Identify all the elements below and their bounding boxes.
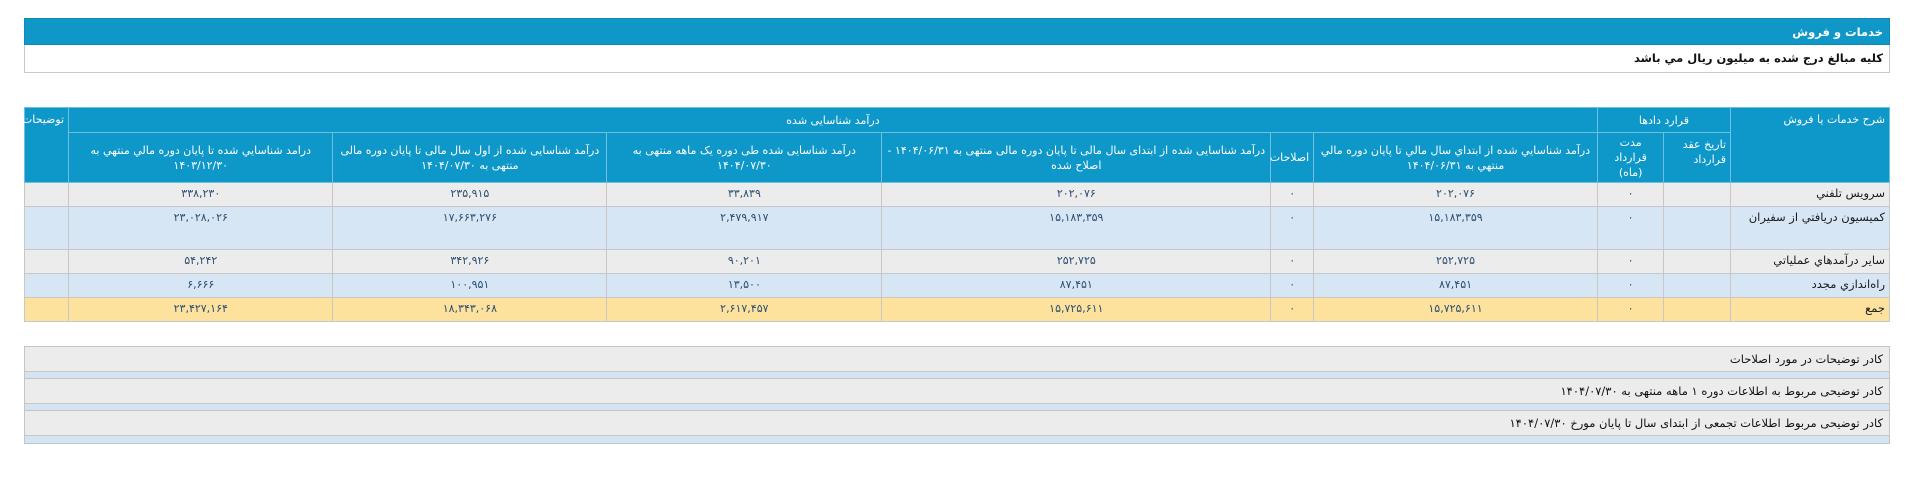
header-contract-date: تاريخ عقد قرارداد — [1664, 133, 1731, 183]
contract-date — [1664, 250, 1731, 274]
rev-prev-year: ۲۳,۰۲۸,۰۲۶ — [69, 207, 333, 250]
header-rev-month-0730: درآمد شناسایی شده طی دوره یک ماهه منتهی به ۱۴۰۴/۰۷/۳۰ — [607, 133, 882, 183]
contract-date — [1664, 207, 1731, 250]
contract-duration: ۰ — [1597, 250, 1664, 274]
total-rev-to-0631: ۱۵,۷۲۵,۶۱۱ — [1314, 298, 1598, 322]
corrections: ۰ — [1271, 274, 1314, 298]
service-name: سرويس تلفني — [1731, 183, 1890, 207]
box-label: کادر توضيحات در مورد اصلاحات — [24, 346, 1890, 372]
rev-ytd-0730: ۱۰۰,۹۵۱ — [333, 274, 607, 298]
rev-to-0631: ۲۰۲,۰۷۶ — [1314, 183, 1598, 207]
service-name: کميسيون دريافتي از سفيران — [1731, 207, 1890, 250]
rev-to-0631: ۸۷,۴۵۱ — [1314, 274, 1598, 298]
service-name: راه‌اندازي مجدد — [1731, 274, 1890, 298]
corrections: ۰ — [1271, 183, 1314, 207]
services-sales-table — [21, 107, 1890, 322]
panel-title: خدمات و فروش — [24, 18, 1890, 45]
table-row — [25, 250, 1890, 274]
total-notes — [25, 298, 69, 322]
total-rev-ytd-0730: ۱۸,۳۴۳,۰۶۸ — [333, 298, 607, 322]
rev-to-0631-corrected: ۱۵,۱۸۳,۳۵۹ — [882, 207, 1271, 250]
table-row — [25, 183, 1890, 207]
header-group-contracts: قرارد دادها — [1597, 108, 1730, 133]
rev-prev-year: ۶,۶۶۶ — [69, 274, 333, 298]
total-contract-duration: ۰ — [1597, 298, 1664, 322]
corrections: ۰ — [1271, 207, 1314, 250]
contract-duration: ۰ — [1597, 183, 1664, 207]
rev-to-0631-corrected: ۲۰۲,۰۷۶ — [882, 183, 1271, 207]
rev-month-0730: ۲,۴۷۹,۹۱۷ — [607, 207, 882, 250]
header-group-recognized-revenue: درآمد شناسایی شده — [69, 108, 1598, 133]
corrections-explanation-box — [24, 346, 1890, 380]
row-notes — [25, 250, 69, 274]
box-label: کادر توضیحی مربوط به اطلاعات دوره ۱ ماهه منتهی به ۱۴۰۴/۰۷/۳۰ — [24, 378, 1890, 404]
contract-duration: ۰ — [1597, 274, 1664, 298]
rev-month-0730: ۳۳,۸۳۹ — [607, 183, 882, 207]
total-rev-prev-year: ۲۳,۴۲۷,۱۶۴ — [69, 298, 333, 322]
contract-duration: ۰ — [1597, 207, 1664, 250]
rev-to-0631: ۲۵۲,۷۲۵ — [1314, 250, 1598, 274]
rev-prev-year: ۳۳۸,۲۳۰ — [69, 183, 333, 207]
rev-ytd-0730: ۳۴۲,۹۲۶ — [333, 250, 607, 274]
header-rev-to-0631: درآمد شناسايي شده از ابتداي سال مالي تا پايان دوره مالي منتهي به ۱۴۰۴/۰۶/۳۱ — [1314, 133, 1598, 183]
currency-note: کليه مبالغ درج شده به ميليون ريال مي باشد — [24, 45, 1890, 73]
rev-to-0631: ۱۵,۱۸۳,۳۵۹ — [1314, 207, 1598, 250]
row-notes — [25, 207, 69, 250]
header-contract-duration: مدت قرارداد (ماه) — [1597, 133, 1664, 183]
service-name: ساير درآمدهاي عملياتي — [1731, 250, 1890, 274]
header-corrections: اصلاحات — [1271, 133, 1314, 183]
header-service-desc: شرح خدمات يا فروش — [1731, 108, 1890, 183]
box-label: کادر توضیحی مربوط اطلاعات تجمعی از ابتدای سال تا پایان مورخ ۱۴۰۴/۰۷/۳۰ — [24, 410, 1890, 436]
table-row — [25, 207, 1890, 250]
header-explanations: توضیحات — [25, 108, 69, 183]
rev-to-0631-corrected: ۸۷,۴۵۱ — [882, 274, 1271, 298]
table-row — [25, 274, 1890, 298]
total-rev-to-0631-corrected: ۱۵,۷۲۵,۶۱۱ — [882, 298, 1271, 322]
total-label: جمع — [1731, 298, 1890, 322]
corrections: ۰ — [1271, 250, 1314, 274]
row-notes — [25, 183, 69, 207]
rev-ytd-0730: ۱۷,۶۶۳,۲۷۶ — [333, 207, 607, 250]
box-content[interactable] — [24, 436, 1890, 444]
total-row — [25, 298, 1890, 322]
total-corrections: ۰ — [1271, 298, 1314, 322]
rev-to-0631-corrected: ۲۵۲,۷۲۵ — [882, 250, 1271, 274]
row-notes — [25, 274, 69, 298]
rev-ytd-0730: ۲۳۵,۹۱۵ — [333, 183, 607, 207]
rev-month-0730: ۹۰,۲۰۱ — [607, 250, 882, 274]
contract-date — [1664, 183, 1731, 207]
header-rev-to-0631-corrected: درآمد شناسایی شده از ابتدای سال مالی تا پایان دوره مالی منتهی به ۱۴۰۴/۰۶/۳۱ - اصلاح شده — [882, 133, 1271, 183]
header-rev-prev-year-1230: درامد شناسايي شده تا پايان دوره مالي منتهي به ۱۴۰۳/۱۲/۳۰ — [69, 133, 333, 183]
contract-date — [1664, 274, 1731, 298]
rev-prev-year: ۵۴,۲۴۲ — [69, 250, 333, 274]
total-contract-date — [1664, 298, 1731, 322]
total-rev-month-0730: ۲,۶۱۷,۴۵۷ — [607, 298, 882, 322]
monthly-explanation-box — [24, 378, 1890, 412]
cumulative-explanation-box — [24, 410, 1890, 444]
header-rev-ytd-0730: درآمد شناسایی شده از اول سال مالی تا پایان دوره مالی منتهی به ۱۴۰۴/۰۷/۳۰ — [333, 133, 607, 183]
rev-month-0730: ۱۳,۵۰۰ — [607, 274, 882, 298]
